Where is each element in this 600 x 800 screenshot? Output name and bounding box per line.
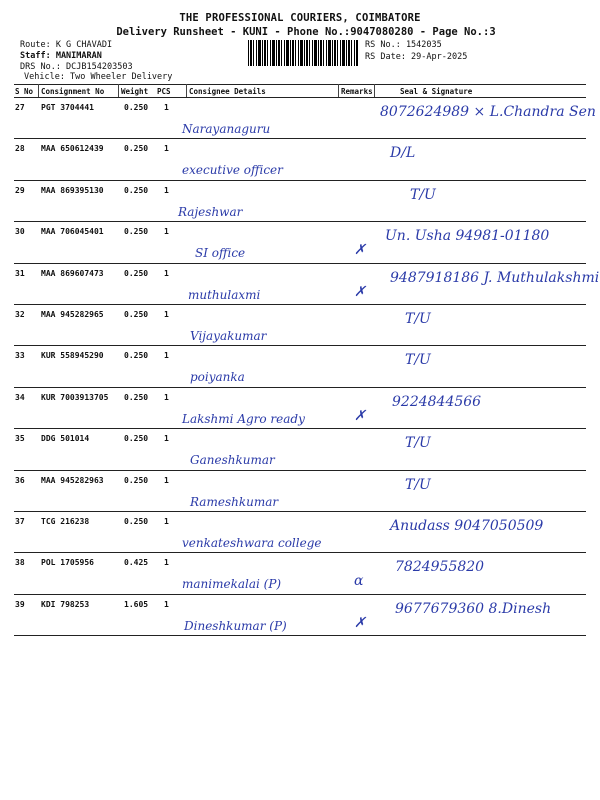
- weight-value: 1.605: [124, 599, 149, 609]
- col-header-consignment: Consignment No: [41, 87, 105, 96]
- seal-signature-handwritten: T/U: [405, 476, 431, 493]
- serial-number: 39: [15, 599, 25, 609]
- weight-value: 0.250: [124, 103, 149, 112]
- consignment-number: PGT 3704441: [41, 103, 94, 112]
- consignee-handwritten: manimekalai (P): [182, 577, 282, 592]
- serial-number: 30: [15, 227, 25, 237]
- serial-number: 27: [15, 103, 25, 112]
- col-divider: [186, 84, 187, 98]
- consignee-handwritten: SI office: [195, 246, 246, 261]
- consignee-handwritten: poiyanka: [190, 370, 245, 385]
- serial-number: 32: [15, 310, 25, 319]
- weight-value: 0.250: [124, 351, 149, 361]
- col-divider: [118, 84, 119, 98]
- pcs-value: 1: [164, 227, 169, 237]
- consignee-handwritten: Rameshkumar: [190, 494, 279, 509]
- serial-number: 29: [15, 185, 25, 195]
- pcs-value: 1: [164, 558, 169, 568]
- weight-value: 0.250: [124, 268, 149, 278]
- col-header-pcs: PCS: [157, 87, 171, 96]
- weight-value: 0.425: [124, 558, 149, 568]
- route-label: Route: K G CHAVADI: [20, 40, 113, 50]
- weight-value: 0.250: [124, 144, 149, 154]
- table-row: [14, 222, 586, 263]
- table-row: [14, 305, 586, 346]
- col-header-consignee: Consignee Details: [189, 87, 266, 96]
- vehicle-label: Vehicle: Two Wheeler Delivery: [24, 72, 173, 82]
- col-header-sno: S No: [15, 87, 34, 96]
- runsheet-table: [14, 84, 600, 634]
- seal-signature-handwritten: Un. Usha 94981-01180: [385, 228, 550, 245]
- consignee-handwritten: executive officer: [182, 163, 283, 178]
- seal-signature-handwritten: 9677679360 8.Dinesh: [395, 600, 552, 617]
- consignment-number: MAA 869607473: [41, 268, 104, 278]
- seal-signature-handwritten: D/L: [390, 145, 416, 162]
- serial-number: 31: [15, 268, 25, 278]
- col-divider: [338, 84, 339, 98]
- serial-number: 34: [15, 392, 25, 402]
- weight-value: 0.250: [124, 517, 149, 526]
- remark-mark: ✗: [354, 614, 366, 631]
- consignment-number: MAA 945282963: [41, 475, 104, 485]
- pcs-value: 1: [164, 103, 169, 112]
- rs-date: RS Date: 29-Apr-2025: [365, 52, 468, 62]
- consignee-handwritten: venkateshwara college: [182, 536, 322, 550]
- consignment-number: MAA 945282965: [41, 310, 104, 319]
- weight-value: 0.250: [124, 227, 149, 237]
- seal-signature-handwritten: T/U: [405, 311, 431, 327]
- serial-number: 36: [15, 475, 25, 485]
- barcode: [248, 40, 358, 66]
- seal-signature-handwritten: 9487918186 J. Muthulakshmi: [390, 269, 600, 286]
- pcs-value: 1: [164, 599, 169, 609]
- remark-mark: ✗: [354, 283, 366, 300]
- pcs-value: 1: [164, 517, 169, 526]
- consignee-handwritten: Lakshmi Agro ready: [182, 411, 305, 426]
- remark-mark: ✗: [354, 242, 366, 259]
- table-row: [14, 139, 586, 180]
- col-header-weight: Weight: [121, 87, 149, 96]
- consignment-number: TCG 216238: [41, 517, 90, 526]
- table-row: [14, 429, 586, 470]
- consignee-handwritten: Vijayakumar: [190, 329, 267, 343]
- consignee-handwritten: Ganeshkumar: [190, 453, 275, 468]
- serial-number: 38: [15, 558, 25, 568]
- weight-value: 0.250: [124, 475, 149, 485]
- pcs-value: 1: [164, 351, 169, 361]
- rs-number: RS No.: 1542035: [365, 40, 442, 50]
- consignment-number: MAA 706045401: [41, 227, 104, 237]
- pcs-value: 1: [164, 185, 169, 195]
- seal-signature-handwritten: T/U: [405, 435, 431, 452]
- drs-label: DRS No.: DCJB154203503: [20, 62, 133, 72]
- col-divider: [374, 84, 375, 98]
- remark-mark: ✗: [354, 407, 366, 424]
- col-header-seal: Seal & Signature: [400, 87, 473, 96]
- pcs-value: 1: [164, 268, 169, 278]
- serial-number: 37: [15, 517, 25, 526]
- staff-label: Staff: MANIMARAN: [20, 51, 102, 61]
- consignee-handwritten: Dineshkumar (P): [184, 618, 287, 633]
- table-row: [14, 471, 586, 512]
- serial-number: 35: [15, 434, 25, 444]
- consignment-number: DDG 501014: [41, 434, 90, 444]
- table-row: [14, 595, 586, 636]
- company-title: THE PROFESSIONAL COURIERS, COIMBATORE: [179, 12, 421, 24]
- weight-value: 0.250: [124, 392, 149, 402]
- seal-signature-handwritten: 9224844566: [392, 393, 482, 410]
- consignee-handwritten: Narayanaguru: [182, 122, 271, 136]
- pcs-value: 1: [164, 392, 169, 402]
- consignee-handwritten: Rajeshwar: [178, 204, 243, 219]
- table-row: [14, 98, 596, 139]
- seal-signature-handwritten: Anudass 9047050509: [390, 518, 544, 534]
- table-row: [14, 264, 600, 305]
- weight-value: 0.250: [124, 310, 149, 319]
- seal-signature-handwritten: T/U: [410, 186, 436, 203]
- table-row: [14, 512, 586, 553]
- table-row: [14, 346, 586, 387]
- serial-number: 28: [15, 144, 25, 154]
- consignment-number: KDI 798253: [41, 599, 90, 609]
- consignment-number: MAA 650612439: [41, 144, 104, 154]
- consignment-number: POL 1705956: [41, 558, 94, 568]
- pcs-value: 1: [164, 310, 169, 319]
- col-header-remarks: Remarks: [341, 87, 373, 96]
- serial-number: 33: [15, 351, 25, 361]
- seal-signature-handwritten: 8072624989 × L.Chandra Sen: [380, 104, 596, 120]
- consignee-handwritten: muthulaxmi: [188, 287, 261, 302]
- seal-signature-handwritten: 7824955820: [395, 559, 485, 576]
- seal-signature-handwritten: T/U: [405, 352, 431, 369]
- consignment-number: KUR 558945290: [41, 351, 104, 361]
- table-row: [14, 388, 586, 429]
- consignment-number: MAA 869395130: [41, 185, 104, 195]
- pcs-value: 1: [164, 434, 169, 444]
- pcs-value: 1: [164, 144, 169, 154]
- weight-value: 0.250: [124, 185, 149, 195]
- col-divider: [38, 84, 39, 98]
- table-top-rule: [14, 84, 586, 85]
- weight-value: 0.250: [124, 434, 149, 444]
- remark-mark: α: [354, 573, 364, 590]
- row-rule: [14, 635, 586, 636]
- table-row: [14, 181, 586, 222]
- table-row: [14, 553, 586, 594]
- runsheet-subtitle: Delivery Runsheet - KUNI - Phone No.:9047080280 - Page No.:3: [116, 26, 496, 38]
- pcs-value: 1: [164, 475, 169, 485]
- consignment-number: KUR 7003913705: [41, 392, 109, 402]
